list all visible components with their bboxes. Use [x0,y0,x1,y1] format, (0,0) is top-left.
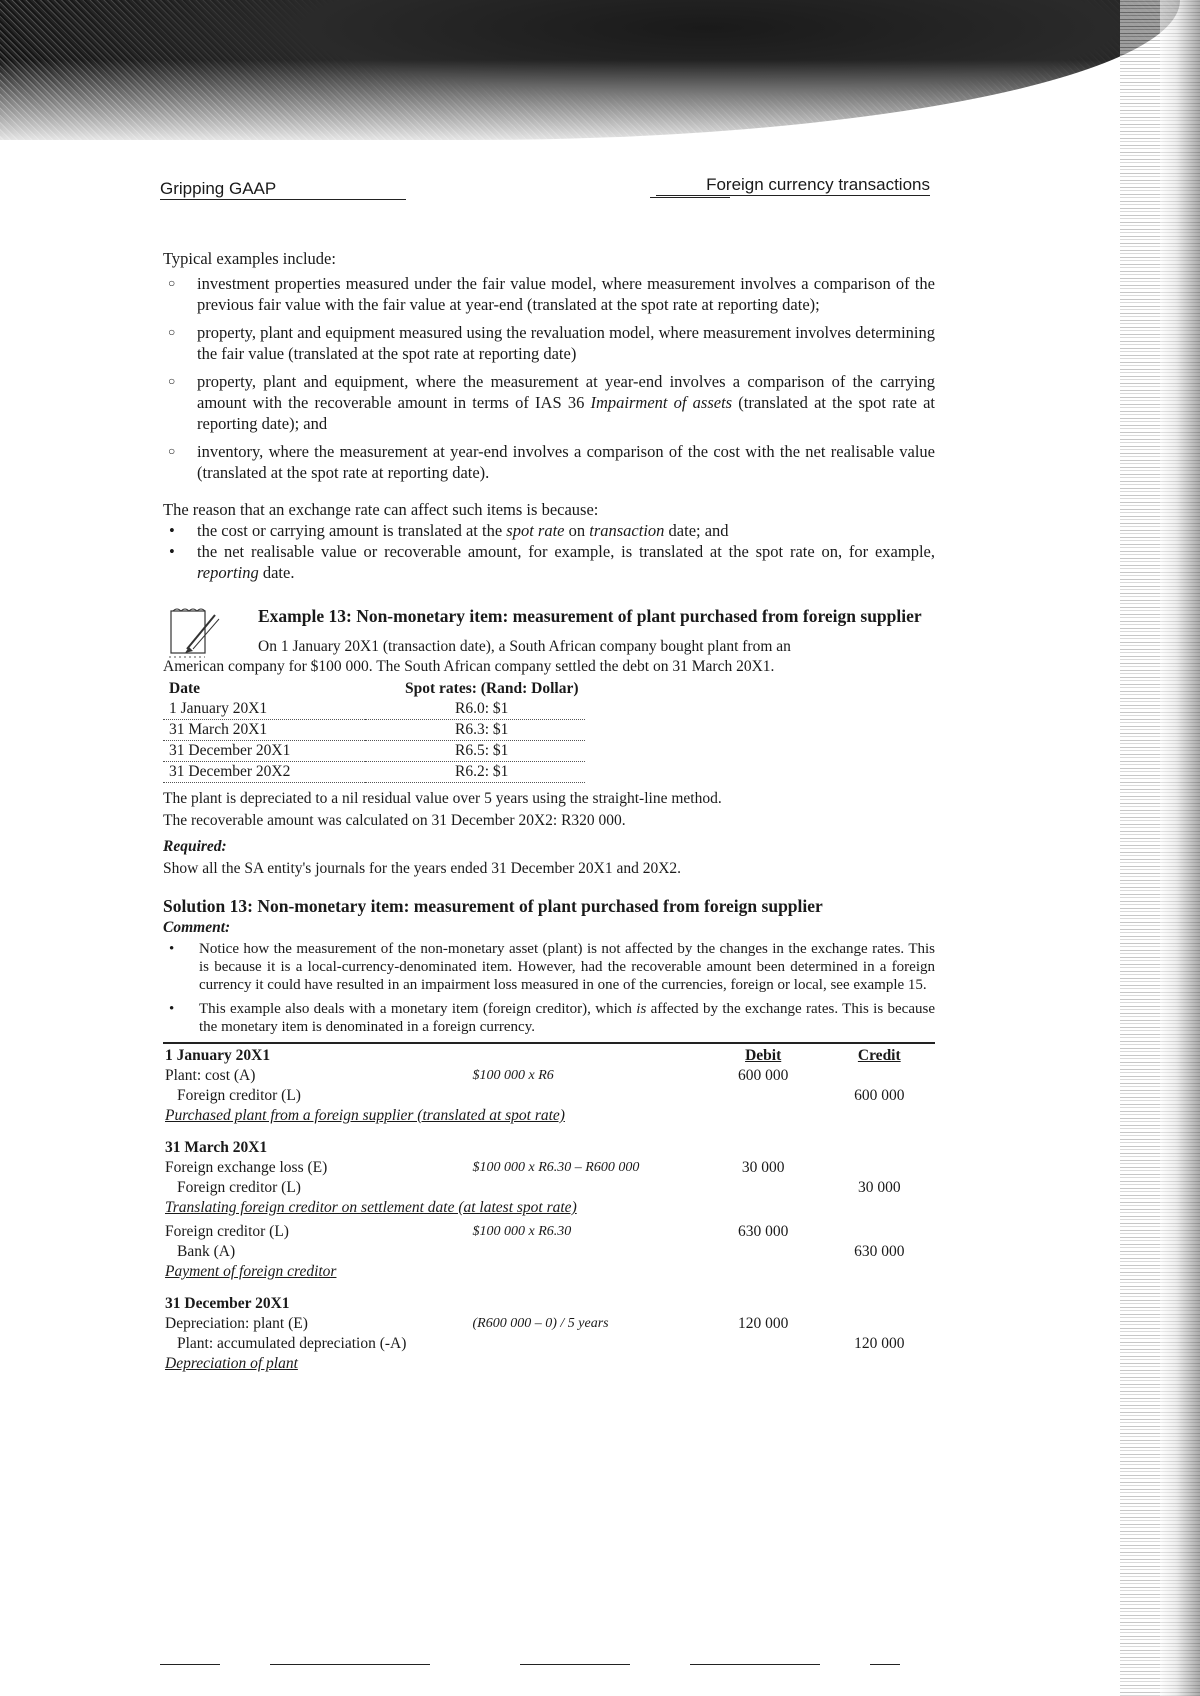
reason-italic: reporting [197,563,259,582]
comment-italic: is [636,1001,647,1017]
credit-account: Bank (A) [177,1243,236,1260]
credit-amount: 120 000 [854,1335,905,1352]
narration: Payment of foreign creditor [165,1263,337,1280]
intro-item-tail: (translated at the spot rate at reporting date); and [197,393,935,433]
table-row [163,1354,935,1378]
example-text [163,637,935,677]
table-row [163,1262,935,1286]
example-text-line: American company for $100 000. The South African company settled the debt on 31 March 20X1. [163,658,775,675]
debit-account: Depreciation: plant (E) [165,1315,308,1332]
example-text-line: On 1 January 20X1 (transaction date), a South African company bought plant from an [258,638,791,655]
rate-date: 1 January 20X1 [163,699,365,720]
intro-item: ○ inventory, where the measurement at year-end involves a comparison of the cost with the net realisable value (translated at the spot rate at reporting date). [163,441,935,483]
rate-date: 31 December 20X1 [163,741,365,762]
required-text: Show all the SA entity's journals for the years ended 31 December 20X1 and 20X2. [163,860,682,877]
rate-value: R6.5: $1 [365,741,585,762]
debit-account: Foreign creditor (L) [165,1223,289,1240]
debit-amount: 600 000 [737,1067,789,1084]
example-note: The plant is depreciated to a nil residual value over 5 years using the straight-line method. [163,790,722,807]
reason-text: date; and [664,521,729,540]
intro-item: ○ property, plant and equipment measured using the revaluation model, where measurement involves determining the fair value (translated at the spot rate at reporting date) [163,322,935,364]
reason-italic: transaction [589,521,665,540]
reason-lead: The reason that an exchange rate can affect such items is because: [163,500,599,519]
calculation: $100 000 x R6.30 [472,1224,572,1239]
reason-text: the cost or carrying amount is translated at the [197,521,507,540]
rate-value: R6.2: $1 [365,762,585,783]
rate-date: 31 December 20X2 [163,762,365,783]
table-row [163,699,585,720]
journal-header-row [163,1043,935,1066]
comment-text: affected by the exchange rates. This is because the monetary item is denominated in a foreign currency. [199,1001,935,1035]
debit-amount: 630 000 [737,1223,789,1240]
header-rule [650,197,730,198]
scan-edge-right [1160,0,1200,1696]
credit-amount: 30 000 [857,1179,901,1196]
reason-text: on [564,521,590,540]
example-note: The recoverable amount was calculated on 31 December 20X2: R320 000. [163,812,626,829]
rates-header-rate: Spot rates: (Rand: Dollar) [405,680,579,697]
page-header [160,175,930,205]
credit-header: Credit [824,1043,935,1066]
table-row [163,1106,935,1130]
credit-account: Plant: accumulated depreciation (-A) [177,1335,407,1352]
journal-date: 1 January 20X1 [163,1043,471,1066]
debit-header: Debit [703,1043,824,1066]
reason-item [163,520,935,541]
rate-value: R6.3: $1 [365,720,585,741]
table-row [163,720,585,741]
debit-account: Plant: cost (A) [165,1067,256,1084]
credit-account: Foreign creditor (L) [177,1087,301,1104]
debit-account: Foreign exchange loss (E) [165,1159,328,1176]
narration: Translating foreign creditor on settlement date (at latest spot rate) [165,1199,577,1216]
credit-account: Foreign creditor (L) [177,1179,301,1196]
example-block [163,605,935,879]
comment-item [163,1000,935,1036]
journal-date: 31 December 20X1 [165,1295,290,1312]
narration: Purchased plant from a foreign supplier (translated at spot rate) [165,1107,565,1124]
journal-date: 31 March 20X1 [165,1139,268,1156]
rates-header-date: Date [169,680,200,697]
table-row [163,1130,935,1158]
footer-rule [690,1664,820,1665]
example-title: Example 13: Non-monetary item: measurement of plant purchased from foreign supplier [258,606,922,626]
header-chapter-title: Foreign currency transactions [656,175,930,196]
spot-rates-table [163,679,585,783]
required-label: Required: [163,838,227,855]
calculation: $100 000 x R6.30 – R600 000 [472,1160,640,1175]
reason-list [163,520,935,583]
intro-item [163,371,935,434]
footer-rule [160,1664,220,1665]
reason-italic: spot rate [506,521,565,540]
intro-lead: Typical examples include: [163,249,336,268]
footer-rule [870,1664,900,1665]
comment-list [163,940,935,1036]
table-row [163,1158,935,1178]
footer-rule [270,1664,430,1665]
pencil-icon [165,605,227,661]
comment-label: Comment: [163,919,231,936]
solution-title: Solution 13: Non-monetary item: measurement of plant purchased from foreign supplier [163,896,823,916]
table-row [163,1178,935,1198]
footer-rules [160,1664,940,1668]
table-row [163,1086,935,1106]
calculation: (R600 000 – 0) / 5 years [472,1316,609,1331]
scan-shadow-fade [0,60,1180,160]
narration: Depreciation of plant [165,1355,298,1372]
rate-date: 31 March 20X1 [163,720,365,741]
comment-text: This example also deals with a monetary item (foreign creditor), which [199,1001,637,1017]
table-row [163,1242,935,1262]
journal-table [163,1042,935,1378]
calculation: $100 000 x R6 [472,1068,554,1083]
table-row [163,1314,935,1334]
table-row [163,741,585,762]
intro-item-italic: Impairment of assets [590,393,733,412]
page-body [163,248,935,1378]
table-row [163,1198,935,1222]
reason-text: the net realisable value or recoverable amount, for example, is translated at the spot rate on, for example, [197,542,935,561]
header-book-title: Gripping GAAP [160,179,406,200]
table-row [163,1066,935,1086]
table-row [163,1222,935,1242]
table-row [163,1286,935,1314]
rate-value: R6.0: $1 [365,699,585,720]
reason-text: date. [258,563,295,582]
footer-rule [520,1664,630,1665]
credit-amount: 630 000 [854,1243,905,1260]
table-row [163,762,585,783]
reason-item [163,541,935,583]
comment-item: • Notice how the measurement of the non-monetary asset (plant) is not affected by the changes in the exchange rates. This is because it is a local-currency-denominated item. However, had the recoverable amount been determined in a foreign currency it could have resulted in an impairment loss measured in one of the currencies, foreign or local, see example 15. [163,940,935,994]
intro-item: ○ investment properties measured under the fair value model, where measurement involves a comparison of the previous fair value with the fair value at year-end (translated at the spot rate at reporting date); [163,273,935,315]
credit-amount: 600 000 [854,1087,905,1104]
intro-item-text: property, plant and equipment, where the measurement at year-end involves a comparison of the carrying amount with the recoverable amount in terms of IAS 36 [197,372,935,412]
intro-list [163,273,935,483]
debit-amount: 30 000 [741,1159,785,1176]
debit-amount: 120 000 [737,1315,789,1332]
table-row [163,1334,935,1354]
